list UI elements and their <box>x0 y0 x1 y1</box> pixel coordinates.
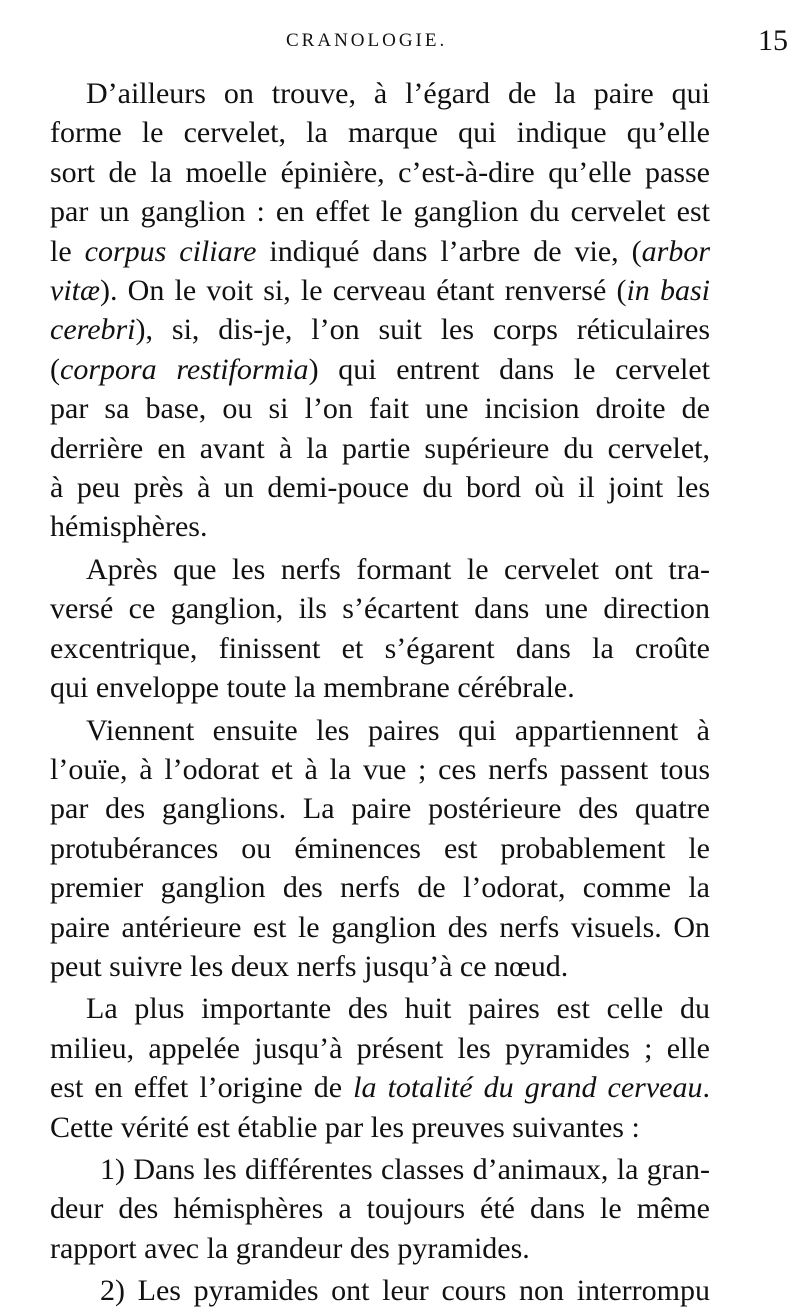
text-line: vitæ). On le voit si, le cerveau étant renversé (in basi <box>50 274 710 308</box>
text-line: Cette vérité est établie par les preuves suivantes : <box>50 1110 640 1144</box>
text-line: 2) Les pyramides ont leur cours non interrompu <box>100 1274 710 1308</box>
paragraph-preuve-1 <box>50 1150 710 1268</box>
text-line: sort de la moelle épinière, c’est-à-dire qu’elle passe <box>50 155 710 189</box>
paragraph-ganglion-cervelet <box>50 74 710 547</box>
text-line: l’ouïe, à l’odorat et à la vue ; ces nerfs passent tous <box>50 752 710 786</box>
text-line: versé ce ganglion, ils s’écartent dans une direction <box>50 592 710 626</box>
paragraph-nerfs-cervelet <box>50 550 710 708</box>
paragraph-preuve-2 <box>50 1271 710 1310</box>
text-line: par des ganglions. La paire postérieure des quatre <box>50 792 710 826</box>
text-line: 1) Dans les différentes classes d’animaux, la gran- <box>100 1152 710 1186</box>
text-line: La plus importante des huit paires est celle du <box>86 992 710 1026</box>
text-line: (corpora restiformia) qui entrent dans le cervelet <box>50 352 710 386</box>
text-line: milieu, appelée jusqu’à présent les pyramides ; elle <box>50 1031 710 1065</box>
paragraph-pyramides <box>50 989 710 1147</box>
text-line: derrière en avant à la partie supérieure du cervelet, <box>50 431 710 465</box>
text-line: deur des hémisphères a toujours été dans le même <box>50 1192 710 1226</box>
text-line: à peu près à un demi-pouce du bord où il joint les <box>50 471 710 505</box>
text-line: est en effet l’origine de la totalité du grand cerveau. <box>50 1071 710 1105</box>
text-line: par un ganglion : en effet le ganglion du cervelet est <box>50 195 710 229</box>
text-line: premier ganglion des nerfs de l’odorat, comme la <box>50 871 710 905</box>
text-line: rapport avec la grandeur des pyramides. <box>50 1231 530 1265</box>
text-line: Après que les nerfs formant le cervelet ont tra- <box>86 552 710 586</box>
paragraph-ouie-odorat-vue <box>50 711 710 987</box>
page-number: 15 <box>758 24 788 57</box>
text-line: par sa base, ou si l’on fait une incision droite de <box>50 392 710 426</box>
text-line: qui enveloppe toute la membrane cérébrale. <box>50 671 575 705</box>
text-line: peut suivre les deux nerfs jusqu’à ce nœud. <box>50 949 569 983</box>
text-line: protubérances ou éminences est probablement le <box>50 831 710 865</box>
running-head <box>50 24 788 74</box>
running-title: CRANOLOGIE. <box>286 30 448 51</box>
text-line: D’ailleurs on trouve, à l’égard de la paire qui <box>86 77 710 110</box>
text-line: hémisphères. <box>50 510 208 544</box>
text-line: forme le cervelet, la marque qui indique qu’elle <box>50 116 710 150</box>
text-line: excentrique, finissent et s’égarent dans la croûte <box>50 631 710 665</box>
text-line: Viennent ensuite les paires qui appartiennent à <box>86 713 710 747</box>
text-line: paire antérieure est le ganglion des nerfs visuels. On <box>50 910 710 944</box>
text-line: cerebri), si, dis-je, l’on suit les corps réticulaires <box>50 313 710 347</box>
text-line: le corpus ciliare indiqué dans l’arbre de vie, (arbor <box>50 234 710 268</box>
